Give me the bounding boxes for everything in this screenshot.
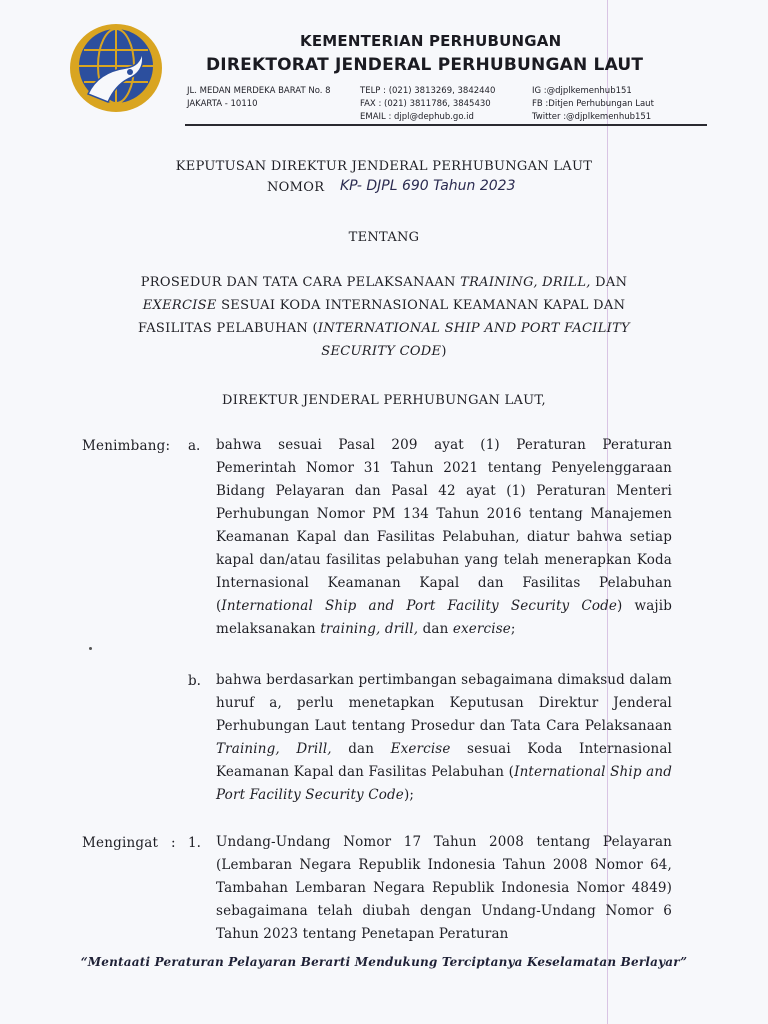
instagram-line: IG :@djplkemenhub151 [532,86,632,96]
subject-line-3: FASILITAS PELABUHAN (INTERNATIONAL SHIP AND PORT FACILITY [138,321,630,336]
directorate-name: DIREKTORAT JENDERAL PERHUBUNGAN LAUT [206,55,644,75]
subject-line-4: SECURITY CODE) [321,344,447,359]
subject-line-2: EXERCISE SESUAI KODA INTERNASIONAL KEAMANAN KAPAL DAN [142,298,626,313]
menimbang-a-text: bahwa sesuai Pasal 209 ayat (1) Peraturan Peraturan Pemerintah Nomor 31 Tahun 2021 tentang Penyelenggaraan Bidang Pelayaran dan Pasal 42 ayat (1) Peraturan Menteri Perhubungan Nomor PM 134 Tahun 2016 tentang Manajemen Keamanan Kapal dan Fasilitas Pelabuhan, diatur bahwa setiap kapal dan/atau fasilitas pelabuhan yang telah menerapkan Koda Internasional Keamanan Kapal dan Fasilitas Pelabuhan (International Ship and Port Facility Security Code) wajib melaksanakan training, drill, dan exercise; [216,437,672,637]
address-city: JAKARTA - 10110 [187,99,258,109]
email-line: EMAIL : djpl@dephub.go.id [360,112,474,122]
fax-line: FAX : (021) 3811786, 3845430 [360,99,491,109]
menimbang-a-marker: a. [188,438,201,454]
tentang-heading: TENTANG [348,230,420,245]
mengingat-1-text: Undang-Undang Nomor 17 Tahun 2008 tentang Pelayaran (Lembaran Negara Republik Indonesia Tahun 2008 Nomor 64, Tambahan Lembaran Negara Republik Indonesia Nomor 4849) sebagaimana telah diubah dengan Undang-Undang Nomor 6 Tahun 2023 tentang Penetapan Peraturan [216,834,672,942]
ministry-name: KEMENTERIAN PERHUBUNGAN [300,32,562,50]
facebook-line: FB :Ditjen Perhubungan Laut [532,99,654,109]
scan-speck [89,647,92,650]
issuer-heading: DIREKTUR JENDERAL PERHUBUNGAN LAUT, [222,393,546,408]
ministry-logo-icon [68,22,164,114]
address-line: JL. MEDAN MERDEKA BARAT No. 8 [187,86,331,96]
twitter-line: Twitter :@djplkemenhub151 [532,112,652,122]
social-block [532,85,654,124]
footer-motto: “Mentaati Peraturan Pelayaran Berarti Mendukung Terciptanya Keselamatan Berlayar” [80,955,688,969]
menimbang-b-text: bahwa berdasarkan pertimbangan sebagaimana dimaksud dalam huruf a, perlu menetapkan Keputusan Direktur Jenderal Perhubungan Laut tentang Prosedur dan Tata Cara Pelaksanaan Training, Drill, dan Exercise sesuai Koda Internasional Keamanan Kapal dan Fasilitas Pelabuhan (International Ship and Port Facility Security Code); [216,672,672,803]
decree-title: KEPUTUSAN DIREKTUR JENDERAL PERHUBUNGAN LAUT [175,159,593,174]
contact-block [360,85,495,124]
mengingat-1-marker: 1. [188,835,201,851]
letterhead-divider [185,124,707,126]
mengingat-colon: : [171,835,176,851]
subject-line-1: PROSEDUR DAN TATA CARA PELAKSANAAN TRAINING, DRILL, DAN [140,275,628,290]
address-block [187,85,331,111]
menimbang-label: Menimbang: [82,438,171,454]
decree-number-handwritten: KP- DJPL 690 Tahun 2023 [340,178,516,194]
menimbang-b-marker: b. [188,673,201,689]
mengingat-label: Mengingat [82,835,159,851]
decree-number-label: NOMOR [267,180,325,195]
phone-line: TELP : (021) 3813269, 3842440 [360,86,496,96]
